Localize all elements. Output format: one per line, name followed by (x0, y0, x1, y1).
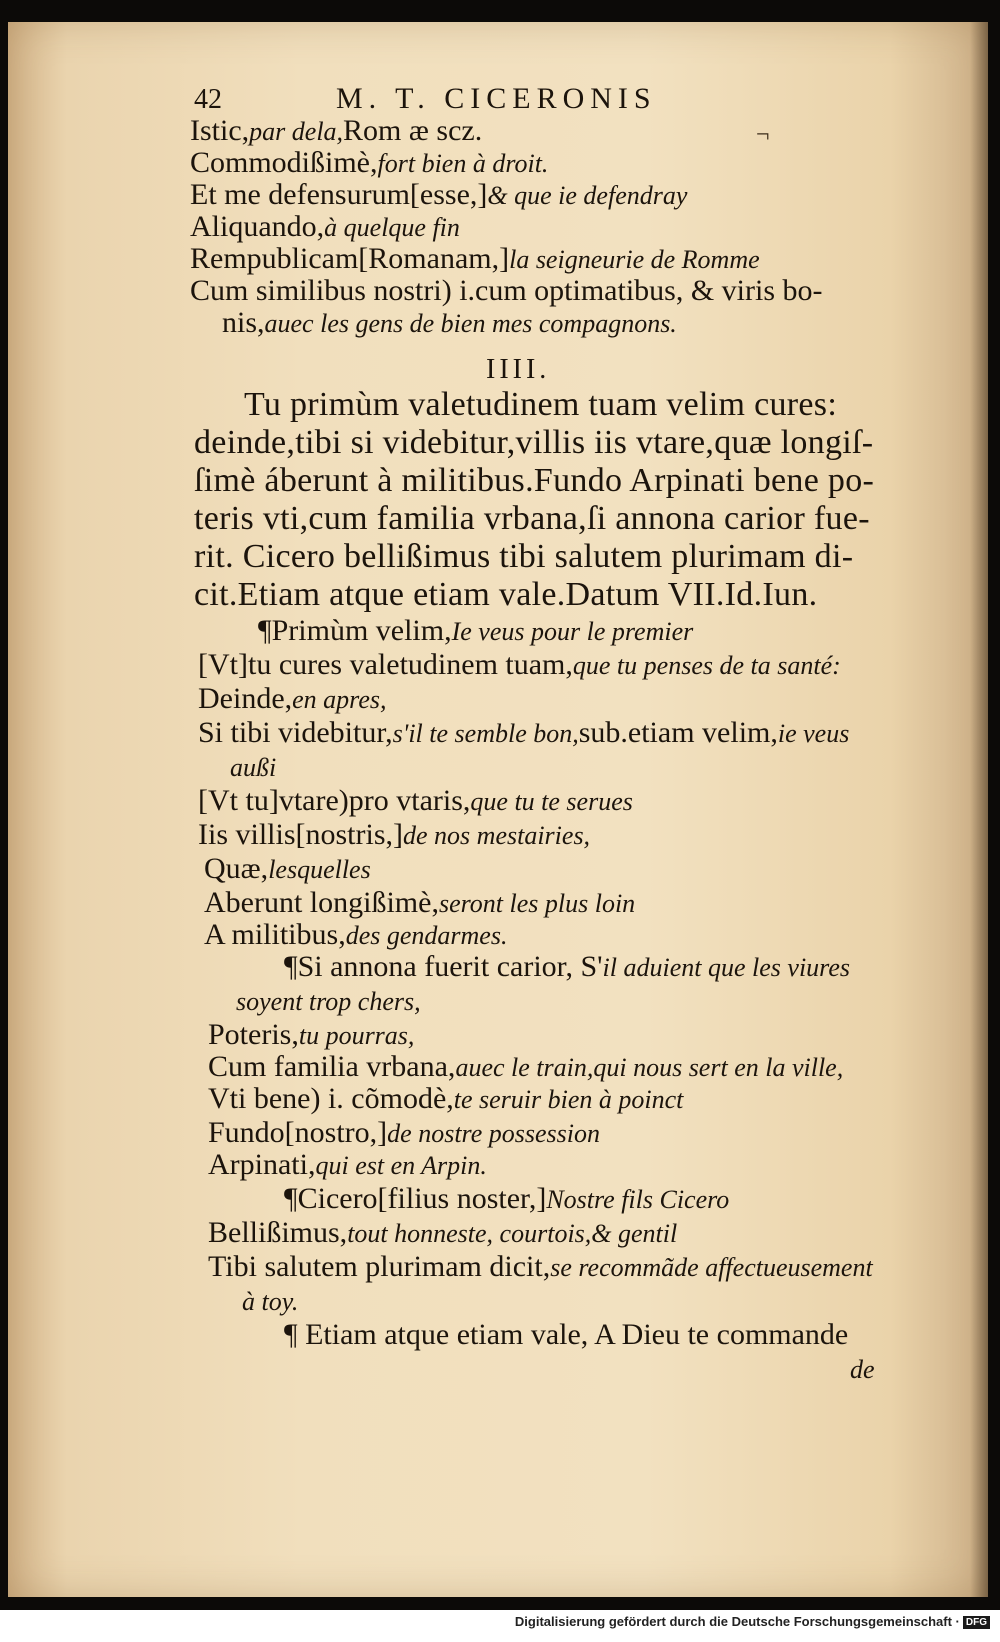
gloss-line: außi (230, 753, 277, 782)
gloss-line: Rempublicam[Romanam,]la seigneurie de Romme (190, 242, 760, 275)
gloss-line: [Vt tu]vtare)pro vtaris,que tu te serues (198, 784, 633, 817)
gloss-line: Istic,par dela,Rom æ scz. (190, 114, 483, 147)
gloss-line: Arpinati,qui est en Arpin. (208, 1148, 487, 1181)
gloss-line: [Vt]tu cures valetudinem tuam,que tu penses de ta santé: (198, 648, 841, 681)
gloss-line: Cum familia vrbana,auec le train,qui nous sert en la ville, (208, 1050, 844, 1083)
latin-line: ſimè áberunt à militibus.Fundo Arpinati bene po- (194, 462, 875, 499)
dfg-logo: DFG (963, 1616, 990, 1629)
book-page (8, 22, 988, 1597)
latin-line: Tu primùm valetudinem tuam velim cures: (244, 386, 838, 423)
latin-line: rit. Cicero bellißimus tibi salutem plurimam di- (194, 538, 854, 575)
gloss-line: Deinde,en apres, (198, 682, 387, 715)
digitization-credit: Digitalisierung gefördert durch die Deutsche Forschungsgemeinschaft · DFG (515, 1614, 990, 1629)
gloss-line: ¶Si annona fuerit carior, S'il aduient que les viures (284, 950, 850, 983)
gloss-line: soyent trop chers, (236, 987, 421, 1016)
margin-mark: ¬ (756, 122, 770, 148)
latin-line: deinde,tibi si videbitur,villis iis vtare,quæ longiſ- (194, 424, 874, 461)
gloss-line: nis,auec les gens de bien mes compagnons. (222, 306, 677, 339)
gloss-line: à toy. (242, 1287, 299, 1316)
gloss-line: Aberunt longißimè,seront les plus loin (204, 886, 636, 919)
gloss-line: ¶Cicero[filius noster,]Nostre fils Cicero (284, 1182, 730, 1215)
latin-line: cit.Etiam atque etiam vale.Datum VII.Id.Iun. (194, 576, 818, 613)
gloss-line: Tibi salutem plurimam dicit,se recommãde affectueusement (208, 1250, 873, 1283)
gloss-line: Fundo[nostro,]de nostre possession (208, 1116, 600, 1149)
gloss-line: ¶ Etiam atque etiam vale, A Dieu te commande (284, 1318, 849, 1351)
latin-line: teris vti,cum familia vrbana,ſi annona carior fue- (194, 500, 870, 537)
gloss-line: Et me defensurum[esse,]& que ie defendray (190, 178, 688, 211)
gloss-line: Bellißimus,tout honneste, courtois,& gentil (208, 1216, 678, 1249)
gloss-line: Commodißimè,fort bien à droit. (190, 146, 549, 179)
section-number: IIII. (486, 354, 551, 385)
gloss-line: Si tibi videbitur,s'il te semble bon,sub.etiam velim,ie veus (198, 716, 850, 749)
gloss-line: Vti bene) i. cõmodè,te seruir bien à poinct (208, 1082, 684, 1115)
gloss-line: Iis villis[nostris,]de nos mestairies, (198, 818, 591, 851)
gloss-line: Poteris,tu pourras, (208, 1018, 415, 1051)
gloss-line: Aliquando,à quelque fin (190, 210, 460, 243)
gloss-line: Quæ,lesquelles (204, 852, 371, 885)
gloss-line: Cum similibus nostri) i.cum optimatibus, & viris bo- (190, 274, 823, 307)
page-number: 42 (194, 84, 222, 115)
gloss-line: A militibus,des gendarmes. (204, 918, 508, 951)
gloss-line: ¶Primùm velim,Ie veus pour le premier (258, 614, 694, 647)
catchword: de (850, 1355, 875, 1384)
running-head: M. T. CICERONIS (336, 82, 657, 115)
